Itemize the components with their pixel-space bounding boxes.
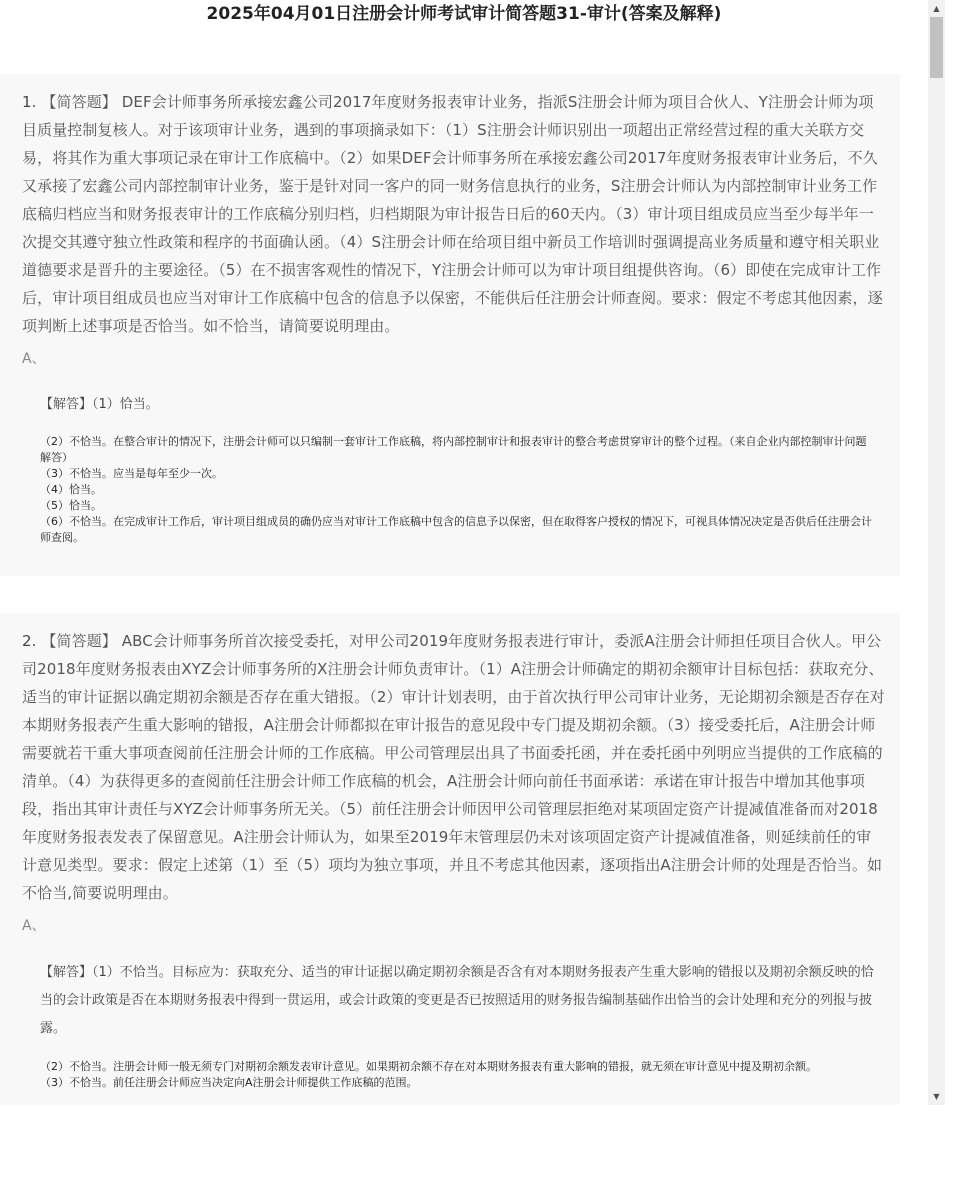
- answer-list: [40, 1059, 874, 1091]
- question-body: DEF会计师事务所承接宏鑫公司2017年度财务报表审计业务，指派S注册会计师为项目合伙人、Y注册会计师为项目质量控制复核人。对于该项审计业务，遇到的事项摘录如下：（1）S注册会计师识别出一项超出正常经营过程的重大关联方交易，将其作为重大事项记录在审计工作底稿中。（2）如果DEF会计师事务所在承接宏鑫公司2017年度财务报表审计业务后，不久又承接了宏鑫公司内部控制审计业务，鉴于是针对同一客户的同一财务信息执行的业务，S注册会计师认为内部控制审计业务工作底稿归档应当和财务报表审计的工作底稿分别归档，归档期限为审计报告日后的60天内。（3）审计项目组成员应当至少每半年一次提交其遵守独立性政策和程序的书面确认函。（4）S注册会计师在给项目组中新员工作培训时强调提高业务质量和遵守相关职业道德要求是晋升的主要途径。（5）在不损害客观性的情况下，Y注册会计师可以为审计项目组提供咨询。（6）即使在完成审计工作后，审计项目组成员也应当对审计工作底稿中包含的信息予以保密，不能供后任注册会计师查阅。要求：假定不考虑其他因素，逐项判断上述事项是否恰当。如不恰当，请简要说明理由。: [22, 93, 883, 335]
- question-number: 1.: [22, 93, 37, 111]
- answer-line: （3）不恰当。应当是每年至少一次。: [40, 467, 223, 480]
- answer-line: （2）不恰当。注册会计师一般无须专门对期初余额发表审计意见。如果期初余额不存在对本期财务报表有重大影响的错报，就无须在审计意见中提及期初余额。: [40, 1060, 817, 1073]
- answer-line: （2）不恰当。在整合审计的情况下，注册会计师可以只编制一套审计工作底稿，将内部控制审计和报表审计的整合考虑贯穿审计的整个过程。（来自企业内部控制审计问题解答）: [40, 435, 867, 464]
- question-card-2: [0, 613, 900, 1105]
- question-number: 2.: [22, 632, 37, 650]
- answer-block: [40, 392, 874, 546]
- answer-heading: 【解答】（1）恰当。: [40, 397, 159, 412]
- answer-block: [40, 959, 874, 1091]
- scrollbar-thumb[interactable]: [930, 17, 943, 78]
- question-text: [22, 88, 886, 340]
- answer-line: （5）恰当。: [40, 499, 102, 512]
- scroll-up-icon[interactable]: ▲: [933, 4, 940, 13]
- answer-line: （6）不恰当。在完成审计工作后，审计项目组成员的确仍应当对审计工作底稿中包含的信息予以保密，但在取得客户授权的情况下，可视具体情况决定是否供后任注册会计师查阅。: [40, 515, 872, 544]
- question-body: ABC会计师事务所首次接受委托，对甲公司2019年度财务报表进行审计，委派A注册会计师担任项目合伙人。甲公司2018年度财务报表由XYZ会计师事务所的X注册会计师负责审计。（1）A注册会计师确定的期初余额审计目标包括：获取充分、适当的审计证据以确定期初余额是否存在重大错报。（2）审计计划表明，由于首次执行甲公司审计业务，无论期初余额是否存在对本期财务报表产生重大影响的错报，A注册会计师都拟在审计报告的意见段中专门提及期初余额。（3）接受委托后，A注册会计师需要就若干重大事项查阅前任注册会计师的工作底稿。甲公司管理层出具了书面委托函，并在委托函中列明应当提供的工作底稿的清单。（4）为获得更多的查阅前任注册会计师工作底稿的机会，A注册会计师向前任书面承诺：承诺在审计报告中增加其他事项段，指出其审计责任与XYZ会计师事务所无关。（5）前任注册会计师因甲公司管理层拒绝对某项固定资产计提减值准备而对2018年度财务报表发表了保留意见。A注册会计师认为，如果至2019年末管理层仍未对该项固定资产计提减值准备，则延续前任的审计意见类型。要求：假定上述第（1）至（5）项均为独立事项，并且不考虑其他因素，逐项指出A注册会计师的处理是否恰当。如不恰当,简要说明理由。: [22, 632, 885, 902]
- vertical-scrollbar[interactable]: [928, 0, 945, 1105]
- question-text: [22, 627, 886, 907]
- question-card-1: [0, 74, 900, 576]
- answer-heading: 【解答】（1）不恰当。目标应为：获取充分、适当的审计证据以确定期初余额是否含有对本期财务报表产生重大影响的错报以及期初余额反映的恰当的会计政策是否在本期财务报表中得到一贯运用，或会计政策的变更是否已按照适用的财务报告编制基础作出恰当的会计处理和充分的列报与披露。: [40, 965, 874, 1036]
- scroll-down-icon[interactable]: ▼: [933, 1092, 940, 1101]
- option-label: A、: [22, 918, 46, 934]
- answer-line: （4）恰当。: [40, 483, 102, 496]
- page-title: 2025年04月01日注册会计师考试审计简答题31-审计(答案及解释): [206, 4, 722, 24]
- question-type: 【简答题】: [41, 632, 117, 650]
- answer-line: （3）不恰当。前任注册会计师应当决定向A注册会计师提供工作底稿的范围。: [40, 1076, 418, 1089]
- option-label: A、: [22, 351, 46, 367]
- question-type: 【简答题】: [41, 93, 117, 111]
- answer-list: [40, 434, 874, 546]
